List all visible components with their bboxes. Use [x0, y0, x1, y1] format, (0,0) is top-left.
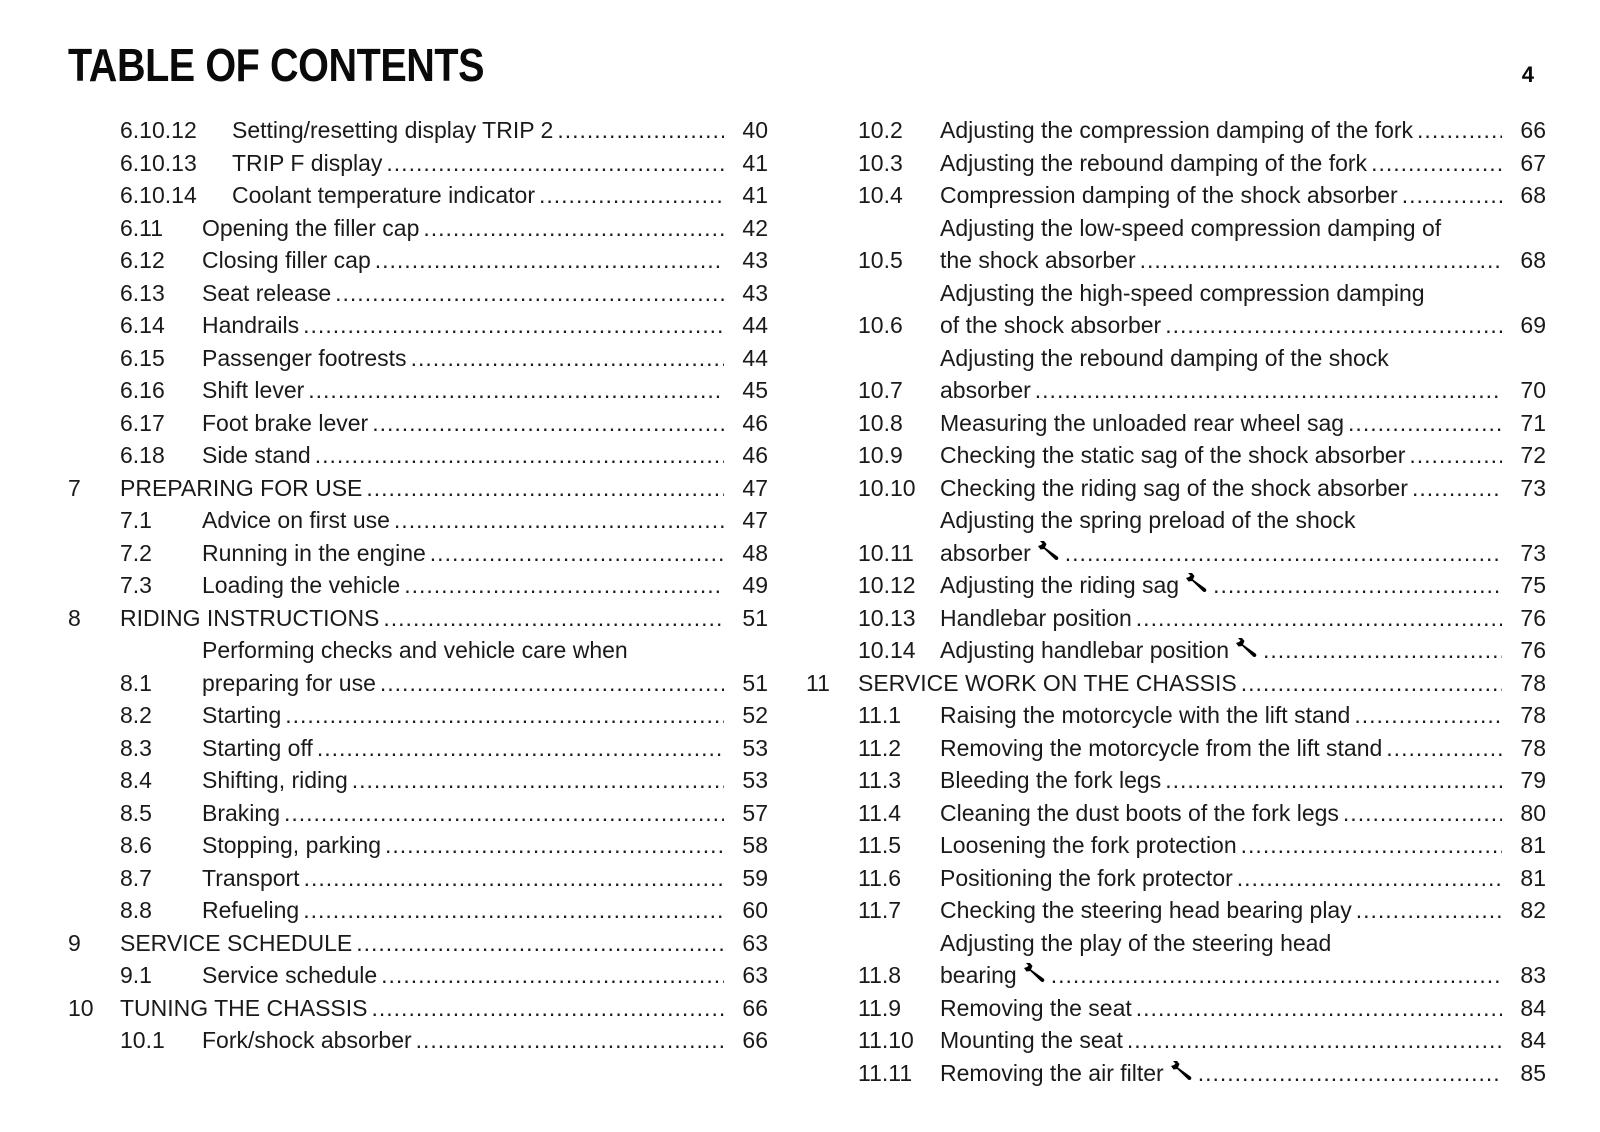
toc-entry-6-14[interactable] [68, 309, 768, 342]
entry-title: preparing for use [202, 669, 376, 696]
dot-leader [1412, 472, 1502, 505]
page-ref: 73 [1520, 539, 1546, 566]
page-ref: 85 [1520, 1059, 1546, 1086]
entry-title: Handrails [202, 312, 300, 338]
section-number: 6.18 [120, 442, 165, 468]
dot-leader [366, 472, 724, 505]
page-ref: 72 [1520, 442, 1546, 468]
toc-entry-6-10-12[interactable] [68, 114, 768, 147]
toc-entry-9-1[interactable] [68, 959, 768, 992]
toc-entry-11-6[interactable] [806, 862, 1546, 895]
entry-title: absorber [940, 377, 1031, 403]
page-ref: 81 [1520, 864, 1546, 891]
section-number: 6.17 [120, 409, 165, 436]
page-ref: 60 [742, 897, 768, 923]
page-number: 4 [1521, 62, 1534, 87]
toc-entry-7-3[interactable] [68, 569, 768, 602]
dot-leader [411, 342, 724, 375]
entry-title: Measuring the unloaded rear wheel sag [940, 409, 1345, 436]
section-number: 8.2 [120, 702, 152, 728]
entry-title: Advice on first use [202, 507, 390, 533]
dot-leader [416, 1024, 724, 1057]
section-number: 11.8 [858, 962, 902, 988]
toc-entry-11-11[interactable] [806, 1057, 1546, 1090]
page-ref: 68 [1520, 182, 1546, 208]
page-ref: 78 [1520, 702, 1546, 728]
section-number: 11.9 [858, 994, 902, 1021]
dot-leader [315, 439, 724, 472]
toc-entry-11-1[interactable] [806, 699, 1546, 732]
page-ref: 68 [1520, 247, 1546, 273]
dot-leader [1165, 764, 1502, 797]
toc-entry-8[interactable] [68, 602, 768, 635]
dot-leader [1065, 537, 1502, 570]
wrench-icon [1235, 634, 1259, 656]
entry-title: bearing [940, 962, 1017, 988]
toc-entry-10-8[interactable] [806, 407, 1546, 440]
page-ref: 63 [742, 962, 768, 988]
dot-leader [1165, 309, 1502, 342]
dot-leader [1035, 374, 1502, 407]
toc-entry-6-10-14[interactable] [68, 179, 768, 212]
dot-leader [285, 699, 724, 732]
entry-title: absorber [940, 539, 1031, 566]
entry-title: Running in the engine [202, 539, 426, 566]
page-ref: 48 [742, 539, 768, 566]
page-ref: 44 [742, 312, 768, 338]
dot-leader [1213, 569, 1502, 602]
dot-leader [381, 959, 724, 992]
page-ref: 83 [1520, 962, 1546, 988]
entry-title: Fork/shock absorber [202, 1027, 412, 1053]
toc-entry-9[interactable] [68, 927, 768, 960]
section-number: 6.10.14 [120, 182, 197, 208]
dot-leader [1241, 829, 1502, 862]
page-ref: 69 [1520, 312, 1546, 338]
section-number: 10.12 [858, 572, 916, 598]
entry-title: Checking the riding sag of the shock absorber [940, 474, 1408, 501]
dot-leader [394, 504, 724, 537]
dot-leader [1127, 1024, 1502, 1057]
entry-title-line1: Adjusting the spring preload of the shock [940, 507, 1356, 533]
section-number: 6.13 [120, 279, 165, 306]
dot-leader [1051, 959, 1502, 992]
section-number: 11.5 [858, 832, 902, 858]
dot-leader [375, 244, 724, 277]
page-ref: 52 [742, 702, 768, 728]
entry-title: Foot brake lever [202, 409, 369, 436]
section-number: 11.1 [858, 702, 902, 728]
page-ref: 82 [1520, 897, 1546, 923]
page-ref: 47 [742, 507, 768, 533]
dot-leader [1417, 114, 1502, 147]
page-ref: 67 [1520, 149, 1546, 176]
section-number: 9.1 [120, 962, 152, 988]
toc-entry-10-2[interactable] [806, 114, 1546, 147]
entry-title: Stopping, parking [202, 832, 382, 858]
dot-leader [1386, 732, 1502, 765]
dot-leader [1237, 862, 1502, 895]
section-number: 10.7 [858, 377, 903, 403]
dot-leader [1354, 699, 1502, 732]
page-ref: 41 [742, 149, 768, 176]
toc-entry-10-4[interactable] [806, 179, 1546, 212]
page-ref: 63 [742, 929, 768, 956]
section-number: 6.10.13 [120, 149, 197, 176]
entry-title: Adjusting the rebound damping of the fork [940, 149, 1368, 176]
page-ref: 58 [742, 832, 768, 858]
section-number: 10.13 [858, 604, 916, 631]
section-number: 8.3 [120, 734, 152, 761]
dot-leader [1198, 1057, 1502, 1090]
section-number: 6.10.12 [120, 117, 197, 143]
entry-title: Starting [202, 702, 282, 728]
dot-leader [303, 309, 724, 342]
section-number: 11.7 [858, 897, 902, 923]
section-number: 11 [806, 669, 830, 696]
toc-entry-7-1[interactable] [68, 504, 768, 537]
dot-leader [1241, 667, 1502, 700]
page-ref: 45 [742, 377, 768, 403]
dot-leader [1348, 407, 1502, 440]
entry-title: PREPARING FOR USE [120, 474, 363, 501]
section-number: 9 [68, 929, 81, 956]
page-ref: 49 [742, 572, 768, 598]
entry-title: Cleaning the dust boots of the fork legs [940, 799, 1339, 826]
entry-title: Seat release [202, 279, 332, 306]
dot-leader [372, 992, 725, 1025]
entry-title: Starting off [202, 734, 313, 761]
section-number: 11.10 [858, 1027, 914, 1053]
entry-title: Checking the static sag of the shock absorber [940, 442, 1406, 468]
entry-title: Adjusting handlebar position [940, 637, 1229, 663]
toc-entry-7[interactable] [68, 472, 768, 505]
section-number: 10.8 [858, 409, 903, 436]
entry-title: Braking [202, 799, 280, 826]
toc-entry-7-2[interactable] [68, 537, 768, 570]
toc-entry-11-7[interactable] [806, 894, 1546, 927]
toc-entry-6-12[interactable] [68, 244, 768, 277]
toc-entry-8-7[interactable] [68, 862, 768, 895]
toc-entry-6-11[interactable] [68, 212, 768, 245]
toc-entry-11-4[interactable] [806, 797, 1546, 830]
section-number: 6.11 [120, 214, 164, 241]
section-number: 8 [68, 604, 81, 631]
toc-entry-6-18[interactable] [68, 439, 768, 472]
entry-title-line1: Adjusting the high-speed compression damping [940, 279, 1425, 306]
section-number: 7.2 [120, 539, 152, 566]
entry-title: Closing filler cap [202, 247, 371, 273]
section-number: 10.3 [858, 149, 903, 176]
entry-title: Raising the motorcycle with the lift stand [940, 702, 1351, 728]
entry-title: Side stand [202, 442, 311, 468]
entry-title: Loosening the fork protection [940, 832, 1237, 858]
toc-right-column [806, 114, 1546, 1089]
section-number: 8.4 [120, 767, 152, 793]
page-ref: 71 [1520, 409, 1546, 436]
toc-entry-10-1[interactable] [68, 1024, 768, 1057]
dot-leader [317, 732, 724, 765]
toc-entry-8-4[interactable] [68, 764, 768, 797]
page-ref: 78 [1520, 734, 1546, 761]
section-number: 7.3 [120, 572, 152, 598]
entry-title: Shift lever [202, 377, 305, 403]
toc-entry-10-12[interactable] [806, 569, 1546, 602]
dot-leader [430, 537, 724, 570]
section-number: 6.12 [120, 247, 165, 273]
entry-title: SERVICE WORK ON THE CHASSIS [858, 669, 1237, 696]
entry-title: Positioning the fork protector [940, 864, 1233, 891]
dot-leader [383, 602, 724, 635]
page-ref: 40 [742, 117, 768, 143]
dot-leader [1263, 634, 1502, 667]
dot-leader [1356, 894, 1502, 927]
dot-leader [423, 212, 724, 245]
section-number: 8.8 [120, 897, 152, 923]
entry-title: SERVICE SCHEDULE [120, 929, 353, 956]
page-ref: 76 [1520, 637, 1546, 663]
toc-left-column [68, 114, 768, 1057]
section-number: 7 [68, 474, 81, 501]
page-ref: 51 [742, 669, 768, 696]
entry-title: Service schedule [202, 962, 378, 988]
section-number: 10.1 [120, 1027, 165, 1053]
wrench-icon [1037, 537, 1061, 559]
entry-title-line1: Adjusting the rebound damping of the shock [940, 344, 1389, 371]
page-ref: 84 [1520, 1027, 1546, 1053]
page-ref: 76 [1520, 604, 1546, 631]
entry-title: Compression damping of the shock absorber [940, 182, 1398, 208]
section-number: 8.1 [120, 669, 152, 696]
entry-title: Removing the air filter [940, 1059, 1164, 1086]
section-number: 6.14 [120, 312, 165, 338]
entry-title: Refueling [202, 897, 300, 923]
wrench-icon [1023, 959, 1047, 981]
entry-title: Adjusting the riding sag [940, 572, 1180, 598]
toc-entry-8-2[interactable] [68, 699, 768, 732]
toc-entry-6-10-13[interactable] [68, 147, 768, 180]
page-ref: 66 [1520, 117, 1546, 143]
toc-entry-10-11[interactable] [806, 504, 1546, 569]
dot-leader [1140, 244, 1502, 277]
entry-title: Shifting, riding [202, 767, 348, 793]
entry-title: Adjusting the compression damping of the fork [940, 117, 1414, 143]
page-ref: 59 [742, 864, 768, 891]
page-ref: 66 [742, 1027, 768, 1053]
page-ref: 43 [742, 279, 768, 306]
page-ref: 73 [1520, 474, 1546, 501]
toc-entry-11-3[interactable] [806, 764, 1546, 797]
dot-leader [304, 862, 724, 895]
section-number: 10.10 [858, 474, 916, 501]
entry-title: Removing the seat [940, 994, 1132, 1021]
toc-entry-10[interactable] [68, 992, 768, 1025]
dot-leader [303, 894, 724, 927]
page-ref: 78 [1520, 669, 1546, 696]
page-ref: 53 [742, 734, 768, 761]
toc-entry-8-3[interactable] [68, 732, 768, 765]
entry-title-line1: Adjusting the play of the steering head [940, 929, 1332, 956]
section-number: 10.2 [858, 117, 903, 143]
toc-entry-10-3[interactable] [806, 147, 1546, 180]
toc-entry-10-7[interactable] [806, 342, 1546, 407]
section-number: 10 [68, 994, 94, 1021]
page-ref: 75 [1520, 572, 1546, 598]
entry-title: Bleeding the fork legs [940, 767, 1162, 793]
toc-entry-6-13[interactable] [68, 277, 768, 310]
toc-entry-11-5[interactable] [806, 829, 1546, 862]
toc-entry-10-14[interactable] [806, 634, 1546, 667]
dot-leader [352, 764, 724, 797]
section-number: 6.15 [120, 344, 165, 371]
dot-leader [335, 277, 724, 310]
toc-entry-11-8[interactable] [806, 927, 1546, 992]
toc-entry-11-10[interactable] [806, 1024, 1546, 1057]
dot-leader [372, 407, 724, 440]
toc-entry-10-9[interactable] [806, 439, 1546, 472]
page-ref: 81 [1520, 832, 1546, 858]
dot-leader [385, 829, 724, 862]
entry-title: of the shock absorber [940, 312, 1162, 338]
entry-title: Opening the filler cap [202, 214, 420, 241]
page-ref: 57 [742, 799, 768, 826]
dot-leader [1343, 797, 1502, 830]
dot-leader [1409, 439, 1502, 472]
entry-title: Coolant temperature indicator [232, 182, 535, 208]
toc-entry-10-10[interactable] [806, 472, 1546, 505]
section-number: 10.6 [858, 312, 903, 338]
entry-title-line1: Performing checks and vehicle care when [202, 637, 628, 663]
entry-title: Transport [202, 864, 300, 891]
toc-entry-8-1[interactable] [68, 634, 768, 699]
dot-leader [356, 927, 724, 960]
toc-entry-8-8[interactable] [68, 894, 768, 927]
toc-entry-11-2[interactable] [806, 732, 1546, 765]
section-number: 11.11 [858, 1059, 913, 1086]
page-ref: 80 [1520, 799, 1546, 826]
page-ref: 44 [742, 344, 768, 371]
page-ref: 46 [742, 442, 768, 468]
page-ref: 51 [742, 604, 768, 631]
toc-entry-6-16[interactable] [68, 374, 768, 407]
section-number: 10.9 [858, 442, 903, 468]
toc-entry-8-5[interactable] [68, 797, 768, 830]
wrench-icon [1185, 569, 1209, 591]
entry-title: Removing the motorcycle from the lift stand [940, 734, 1383, 761]
page-ref: 47 [742, 474, 768, 501]
toc-entry-11[interactable] [806, 667, 1546, 700]
entry-title: Passenger footrests [202, 344, 407, 371]
page-ref: 43 [742, 247, 768, 273]
entry-title: TRIP F display [232, 149, 383, 176]
dot-leader [284, 797, 724, 830]
toc-entry-6-17[interactable] [68, 407, 768, 440]
entry-title: RIDING INSTRUCTIONS [120, 604, 380, 631]
dot-leader [386, 147, 724, 180]
section-number: 11.6 [858, 864, 902, 891]
dot-leader [308, 374, 724, 407]
toc-entry-10-6[interactable] [806, 277, 1546, 342]
section-number: 10.4 [858, 182, 903, 208]
entry-title: Mounting the seat [940, 1027, 1123, 1053]
page-ref: 53 [742, 767, 768, 793]
toc-entry-11-9[interactable] [806, 992, 1546, 1025]
dot-leader [404, 569, 724, 602]
dot-leader [539, 179, 724, 212]
section-number: 8.5 [120, 799, 152, 826]
entry-title: Handlebar position [940, 604, 1132, 631]
entry-title: Loading the vehicle [202, 572, 401, 598]
dot-leader [1371, 147, 1502, 180]
entry-title: Checking the steering head bearing play [940, 897, 1352, 923]
page-ref: 66 [742, 994, 768, 1021]
page-ref: 70 [1520, 377, 1546, 403]
entry-title: the shock absorber [940, 247, 1136, 273]
section-number: 8.6 [120, 832, 152, 858]
entry-title: Setting/resetting display TRIP 2 [232, 117, 554, 143]
page-ref: 84 [1520, 994, 1546, 1021]
wrench-icon [1170, 1057, 1194, 1079]
page-ref: 41 [742, 182, 768, 208]
section-number: 8.7 [120, 864, 152, 891]
page-title: TABLE OF CONTENTS [68, 39, 485, 91]
entry-title: TUNING THE CHASSIS [120, 994, 368, 1021]
entry-title-line1: Adjusting the low-speed compression damping of [940, 214, 1442, 241]
section-number: 6.16 [120, 377, 165, 403]
toc-entry-6-15[interactable] [68, 342, 768, 375]
toc-entry-8-6[interactable] [68, 829, 768, 862]
dot-leader [1402, 179, 1502, 212]
section-number: 10.5 [858, 247, 903, 273]
dot-leader [557, 114, 724, 147]
page-ref: 42 [742, 214, 768, 241]
page-ref: 79 [1520, 767, 1546, 793]
section-number: 11.2 [858, 734, 902, 761]
section-number: 11.4 [858, 799, 902, 826]
section-number: 10.11 [858, 539, 914, 566]
toc-entry-10-13[interactable] [806, 602, 1546, 635]
toc-entry-10-5[interactable] [806, 212, 1546, 277]
dot-leader [1136, 602, 1502, 635]
section-number: 10.14 [858, 637, 916, 663]
section-number: 7.1 [120, 507, 152, 533]
dot-leader [1136, 992, 1502, 1025]
section-number: 11.3 [858, 767, 902, 793]
page-ref: 46 [742, 409, 768, 436]
dot-leader [380, 667, 724, 700]
